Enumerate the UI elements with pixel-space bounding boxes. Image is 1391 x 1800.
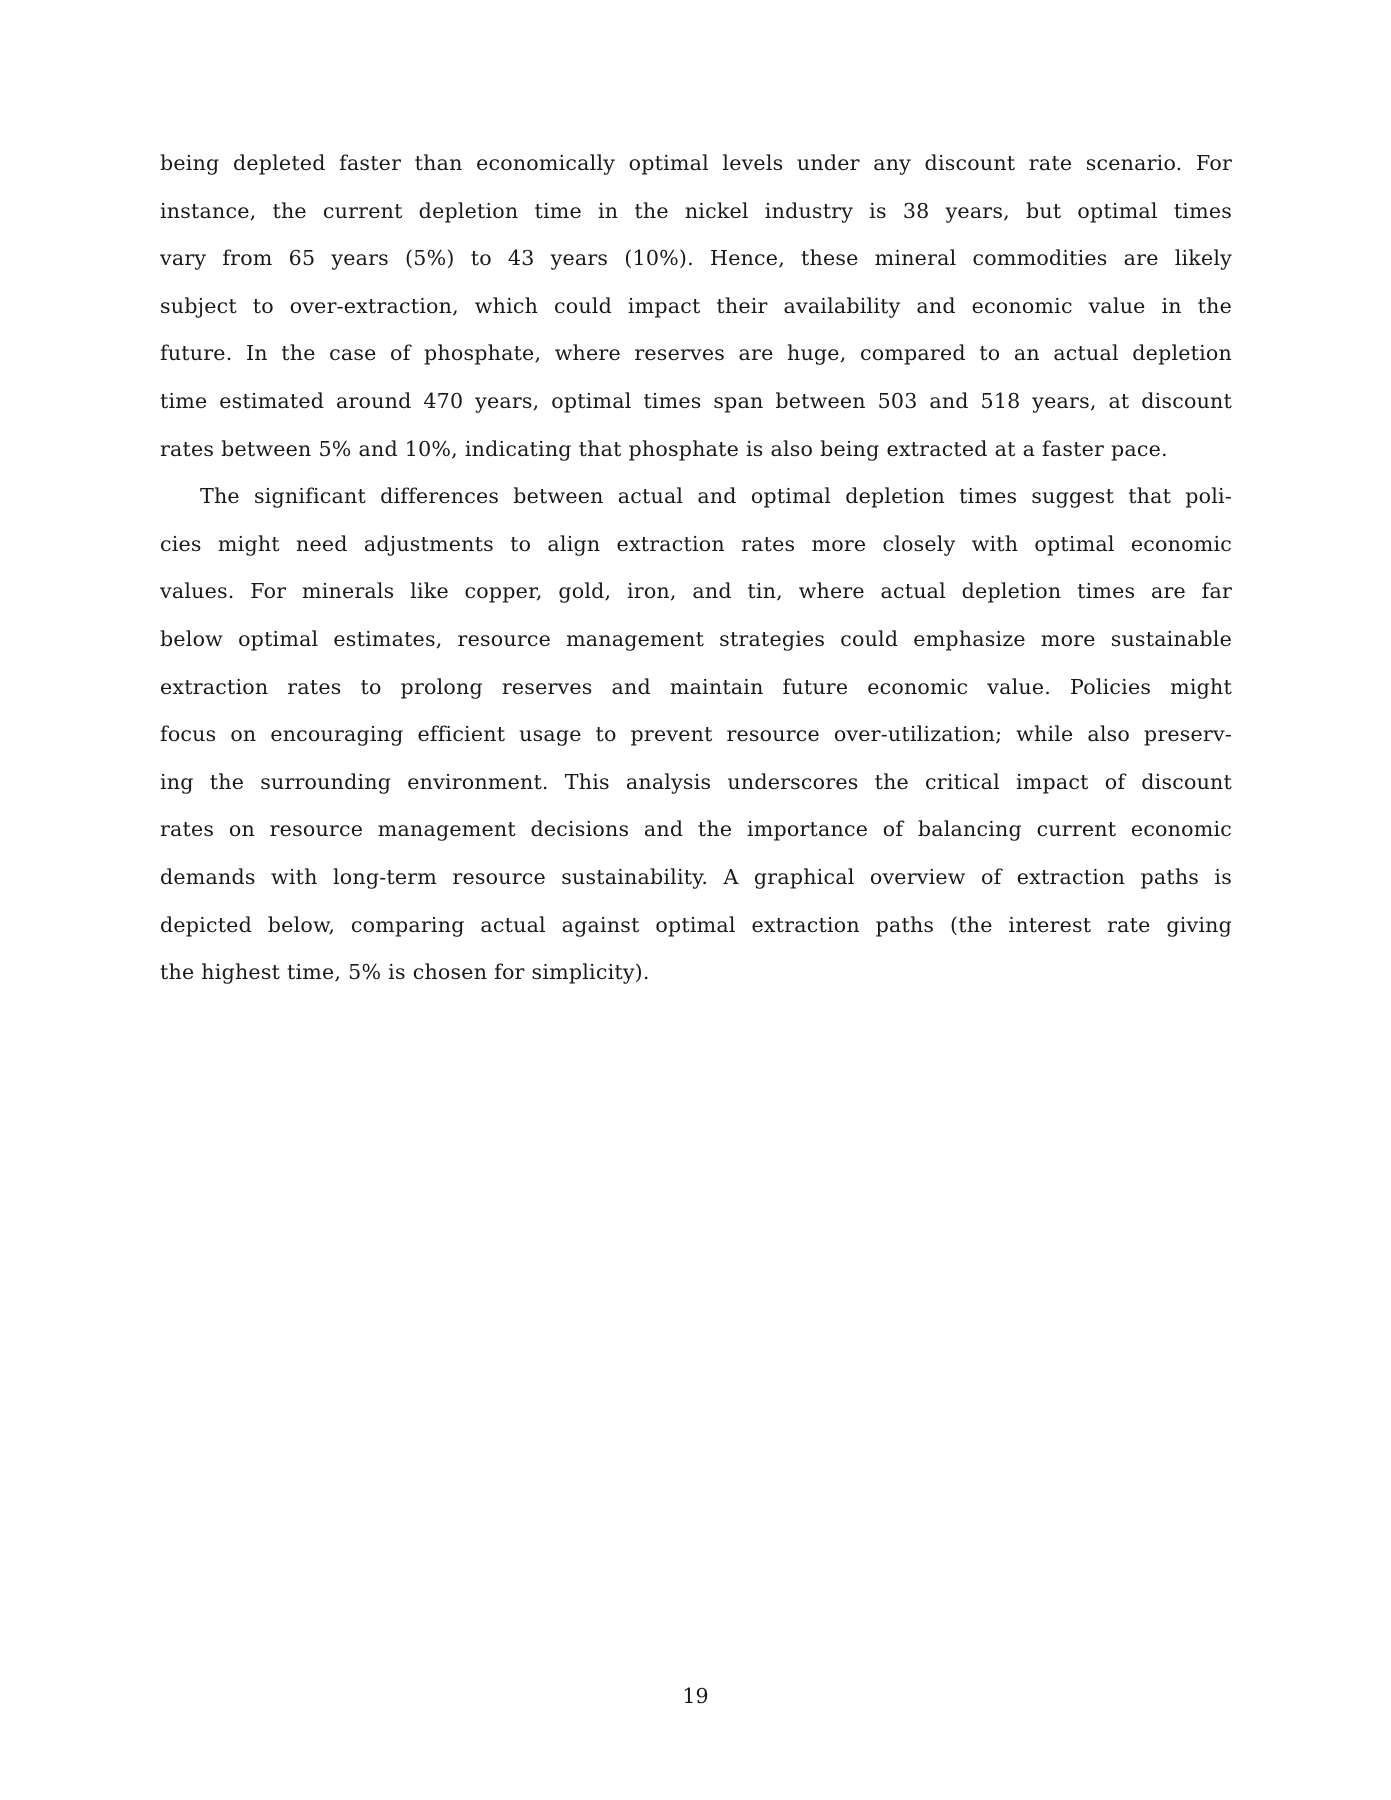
- text-line: below optimal estimates, resource management strategies could emphasize more sustainable: [160, 626, 1232, 651]
- text-line: instance, the current depletion time in the nickel industry is 38 years, but optimal times: [160, 198, 1232, 223]
- text-line: future. In the case of phosphate, where reserves are huge, compared to an actual depletion: [160, 341, 1232, 366]
- text-line: depicted below, comparing actual against optimal extraction paths (the interest rate giving: [160, 912, 1232, 937]
- text-line: values. For minerals like copper, gold, iron, and tin, where actual depletion times are far: [160, 579, 1232, 604]
- text-line: demands with long-term resource sustainability. A graphical overview of extraction paths is: [160, 864, 1232, 889]
- body-text-column: [160, 140, 1232, 997]
- text-line: The significant differences between actual and optimal depletion times suggest that poli-: [200, 484, 1232, 509]
- page-number: 19: [682, 1684, 709, 1708]
- text-line: the highest time, 5% is chosen for simplicity).: [160, 960, 650, 985]
- text-line: vary from 65 years (5%) to 43 years (10%). Hence, these mineral commodities are likely: [160, 246, 1232, 271]
- text-line: rates between 5% and 10%, indicating that phosphate is also being extracted at a faster pace.: [160, 436, 1168, 461]
- text-line: focus on encouraging efficient usage to prevent resource over-utilization; while also preserv-: [160, 722, 1232, 747]
- paragraph-1: [160, 140, 1232, 473]
- text-line: cies might need adjustments to align extraction rates more closely with optimal economic: [160, 531, 1232, 556]
- text-line: extraction rates to prolong reserves and maintain future economic value. Policies might: [160, 674, 1232, 699]
- text-line: subject to over-extraction, which could impact their availability and economic value in the: [160, 293, 1232, 318]
- text-line: ing the surrounding environment. This analysis underscores the critical impact of discount: [160, 769, 1232, 794]
- text-line: being depleted faster than economically optimal levels under any discount rate scenario. For: [160, 151, 1232, 175]
- paragraph-2: [160, 473, 1232, 997]
- text-line: rates on resource management decisions and the importance of balancing current economic: [160, 817, 1232, 842]
- text-line: time estimated around 470 years, optimal times span between 503 and 518 years, at discount: [160, 388, 1232, 413]
